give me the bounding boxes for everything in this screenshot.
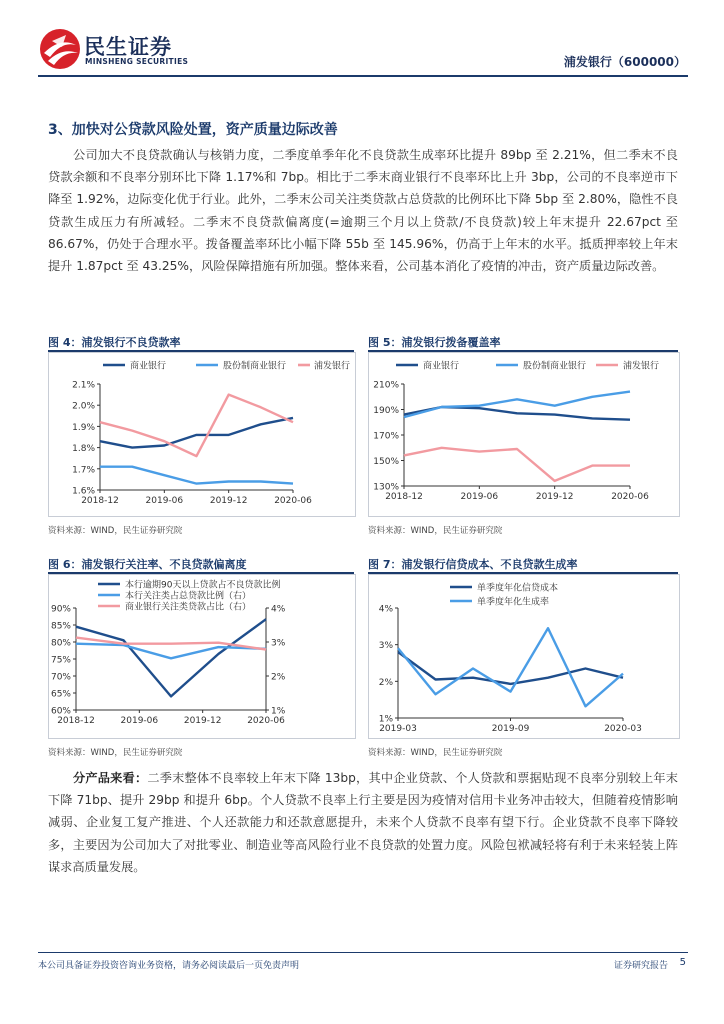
- fig7-series-line-1: [398, 652, 623, 684]
- fig5-chart: [368, 352, 678, 515]
- fig5-x-tick-label: 2019-12: [535, 492, 574, 502]
- fig4-x-tick-label: 2018-12: [81, 496, 119, 506]
- footer-disclaimer: 本公司具备证券投资咨询业务资格，请务必阅读最后一页免责声明: [38, 961, 300, 971]
- fig4-x-tick-label: 2019-12: [209, 496, 248, 506]
- paragraph-2: [48, 767, 678, 878]
- fig4-y-tick-label: 1.6%: [72, 486, 95, 497]
- fig4-y-tick-label: 2.0%: [72, 401, 95, 412]
- fig7-legend-label: 单季度年化生成率: [477, 597, 550, 608]
- fig4-legend-label: 浦发银行: [314, 361, 351, 372]
- fig4-series-line-2: [100, 467, 293, 484]
- fig4-title: 图 4：浦发银行不良贷款率: [48, 336, 181, 349]
- fig4-source: 资料来源：WIND，民生证券研究院: [48, 526, 183, 536]
- fig4-y-tick-label: 1.9%: [72, 422, 95, 433]
- fig6-x-tick-label: 2018-12: [57, 716, 95, 726]
- fig6-y-tick-label: 65%: [50, 689, 71, 700]
- fig4-legend-label: 商业银行: [130, 361, 167, 372]
- fig6-y-tick-label: 90%: [50, 604, 71, 615]
- fig5-y-tick-label: 150%: [373, 457, 399, 467]
- fig7-y-tick-label: 1%: [378, 714, 393, 725]
- fig6-y-tick-label: 60%: [50, 706, 71, 717]
- fig6-legend-label: 本行逾期90天以上贷款占不良贷款比例: [125, 580, 281, 591]
- fig5-y-tick-label: 190%: [373, 406, 399, 416]
- fig6-x-tick-label: 2019-12: [183, 716, 222, 726]
- fig6-y-tick-label: 75%: [50, 655, 71, 666]
- logo-text-cn: 民生证券: [84, 35, 172, 59]
- fig5-x-tick-label: 2020-06: [611, 492, 649, 502]
- fig5-title: 图 5：浦发银行拨备覆盖率: [368, 336, 501, 349]
- fig4-y-tick-label: 2.1%: [72, 380, 95, 391]
- paragraph-1: 公司加大不良贷款确认与核销力度，二季度单季年化不良贷款生成率环比提升 89bp 至 2.21%，但二季末不良贷款余额和不良率分别环比下降 1.17%和 7bp。相比于二季末商业银行不良率环比上升 3bp，公司的不良率逆市下降至 1.92%，边际变化优于行业。此外，二季末公司关注类贷款占总贷款的比例环比下降 5bp 至 2.80%，隐性不良贷款生成压力有所减轻。二季末不良贷款偏离度(=逾期三个月以上贷款/不良贷款)较上年末提升 22.67pct 至 86.67%，仍处于合理水平。拨备覆盖率环比小幅下降 55b 至 145.96%，仍高于上年末的水平。抵质押率较上年末提升 1.87pct 至 43.25%，风险保障措施有所加强。整体来看，公司基本消化了疫情的冲击，资产质量边际改善。: [48, 148, 678, 274]
- fig5-y-tick-label: 210%: [373, 380, 399, 391]
- fig6-y2-tick-label: 3%: [271, 638, 286, 649]
- fig4-x-tick-label: 2019-06: [145, 496, 184, 506]
- fig5-source: 资料来源：WIND，民生证券研究院: [368, 526, 503, 536]
- fig6-chart: [48, 574, 354, 737]
- fig4-x-tick-label: 2020-06: [274, 496, 312, 506]
- fig6-y2-tick-label: 2%: [271, 672, 286, 683]
- footer-divider: [38, 952, 688, 953]
- fig5-y-tick-label: 130%: [373, 482, 399, 493]
- fig4-series-line-1: [100, 418, 293, 448]
- fig7-chart: [368, 574, 678, 737]
- fig7-x-tick-label: 2019-09: [491, 724, 530, 734]
- fig6-source: 资料来源：WIND，民生证券研究院: [48, 748, 183, 758]
- header-stock-name: 浦发银行（600000）: [563, 55, 686, 69]
- fig5-series-line-3: [404, 448, 630, 481]
- fig7-title: 图 7：浦发银行信贷成本、不良贷款生成率: [368, 558, 578, 571]
- fig6-x-tick-label: 2019-06: [120, 716, 159, 726]
- fig5-legend-label: 商业银行: [423, 361, 460, 372]
- fig5-x-tick-label: 2019-06: [460, 492, 499, 502]
- fig7-x-tick-label: 2019-03: [379, 724, 417, 734]
- paragraph-2-lead: 分产品来看：: [73, 771, 148, 785]
- fig5-y-tick-label: 170%: [373, 431, 399, 442]
- fig4-chart: [48, 352, 354, 515]
- fig6-y-tick-label: 70%: [50, 672, 71, 683]
- fig7-y-tick-label: 4%: [378, 604, 393, 615]
- fig6-y-tick-label: 85%: [50, 621, 71, 632]
- fig7-x-tick-label: 2020-03: [604, 724, 642, 734]
- paragraph-2-body: 二季末整体不良率较上年末下降 13bp，其中企业贷款、个人贷款和票据贴现不良率分别较上年末下降 71bp、提升 29bp 和提升 6bp。个人贷款不良率上行主要是因为疫情对信用卡业务冲击较大，但随着疫情影响减弱、企业复工复产推进、个人还款能力和还款意愿提升，未来个人贷款不良率有望下行。企业贷款不良率下降较多，主要因为公司加大了对批零业、制造业等高风险行业不良贷款的处置力度。风险包袱减轻将有利于未来轻装上阵谋求高质量发展。: [48, 771, 678, 874]
- fig6-x-tick-label: 2020-06: [247, 716, 285, 726]
- fig5-legend-label: 股份制商业银行: [523, 361, 587, 372]
- logo: [38, 27, 198, 71]
- fig7-legend-label: 单季度年化信贷成本: [477, 583, 559, 594]
- fig7-y-tick-label: 3%: [378, 641, 393, 652]
- footer-report-type: 证券研究报告: [613, 961, 668, 971]
- fig6-y2-tick-label: 4%: [271, 604, 286, 615]
- fig4-y-tick-label: 1.8%: [72, 444, 95, 455]
- fig6-y2-tick-label: 1%: [271, 706, 286, 717]
- section-title: 3、加快对公贷款风险处置，资产质量边际改善: [48, 122, 338, 138]
- fig6-title: 图 6：浦发银行关注率、不良贷款偏离度: [48, 558, 247, 571]
- fig5-legend-label: 浦发银行: [623, 361, 660, 372]
- page-number: 5: [679, 957, 686, 968]
- fig5-x-tick-label: 2018-12: [385, 492, 423, 502]
- fig6-legend-label: 本行关注类占总贷款比例（右）: [125, 591, 252, 602]
- fig4-legend-label: 股份制商业银行: [223, 361, 287, 372]
- minsheng-logo-icon: [38, 27, 82, 71]
- fig7-series-line-2: [398, 628, 623, 706]
- fig7-y-tick-label: 2%: [378, 677, 393, 688]
- fig6-legend-label: 商业银行关注类贷款占比（右）: [125, 602, 252, 613]
- header-divider: [38, 75, 688, 77]
- fig4-y-tick-label: 1.7%: [72, 465, 95, 476]
- fig7-source: 资料来源：WIND，民生证券研究院: [368, 748, 503, 758]
- logo-text-en: MINSHENG SECURITIES: [85, 57, 189, 66]
- fig6-y-tick-label: 80%: [50, 638, 71, 649]
